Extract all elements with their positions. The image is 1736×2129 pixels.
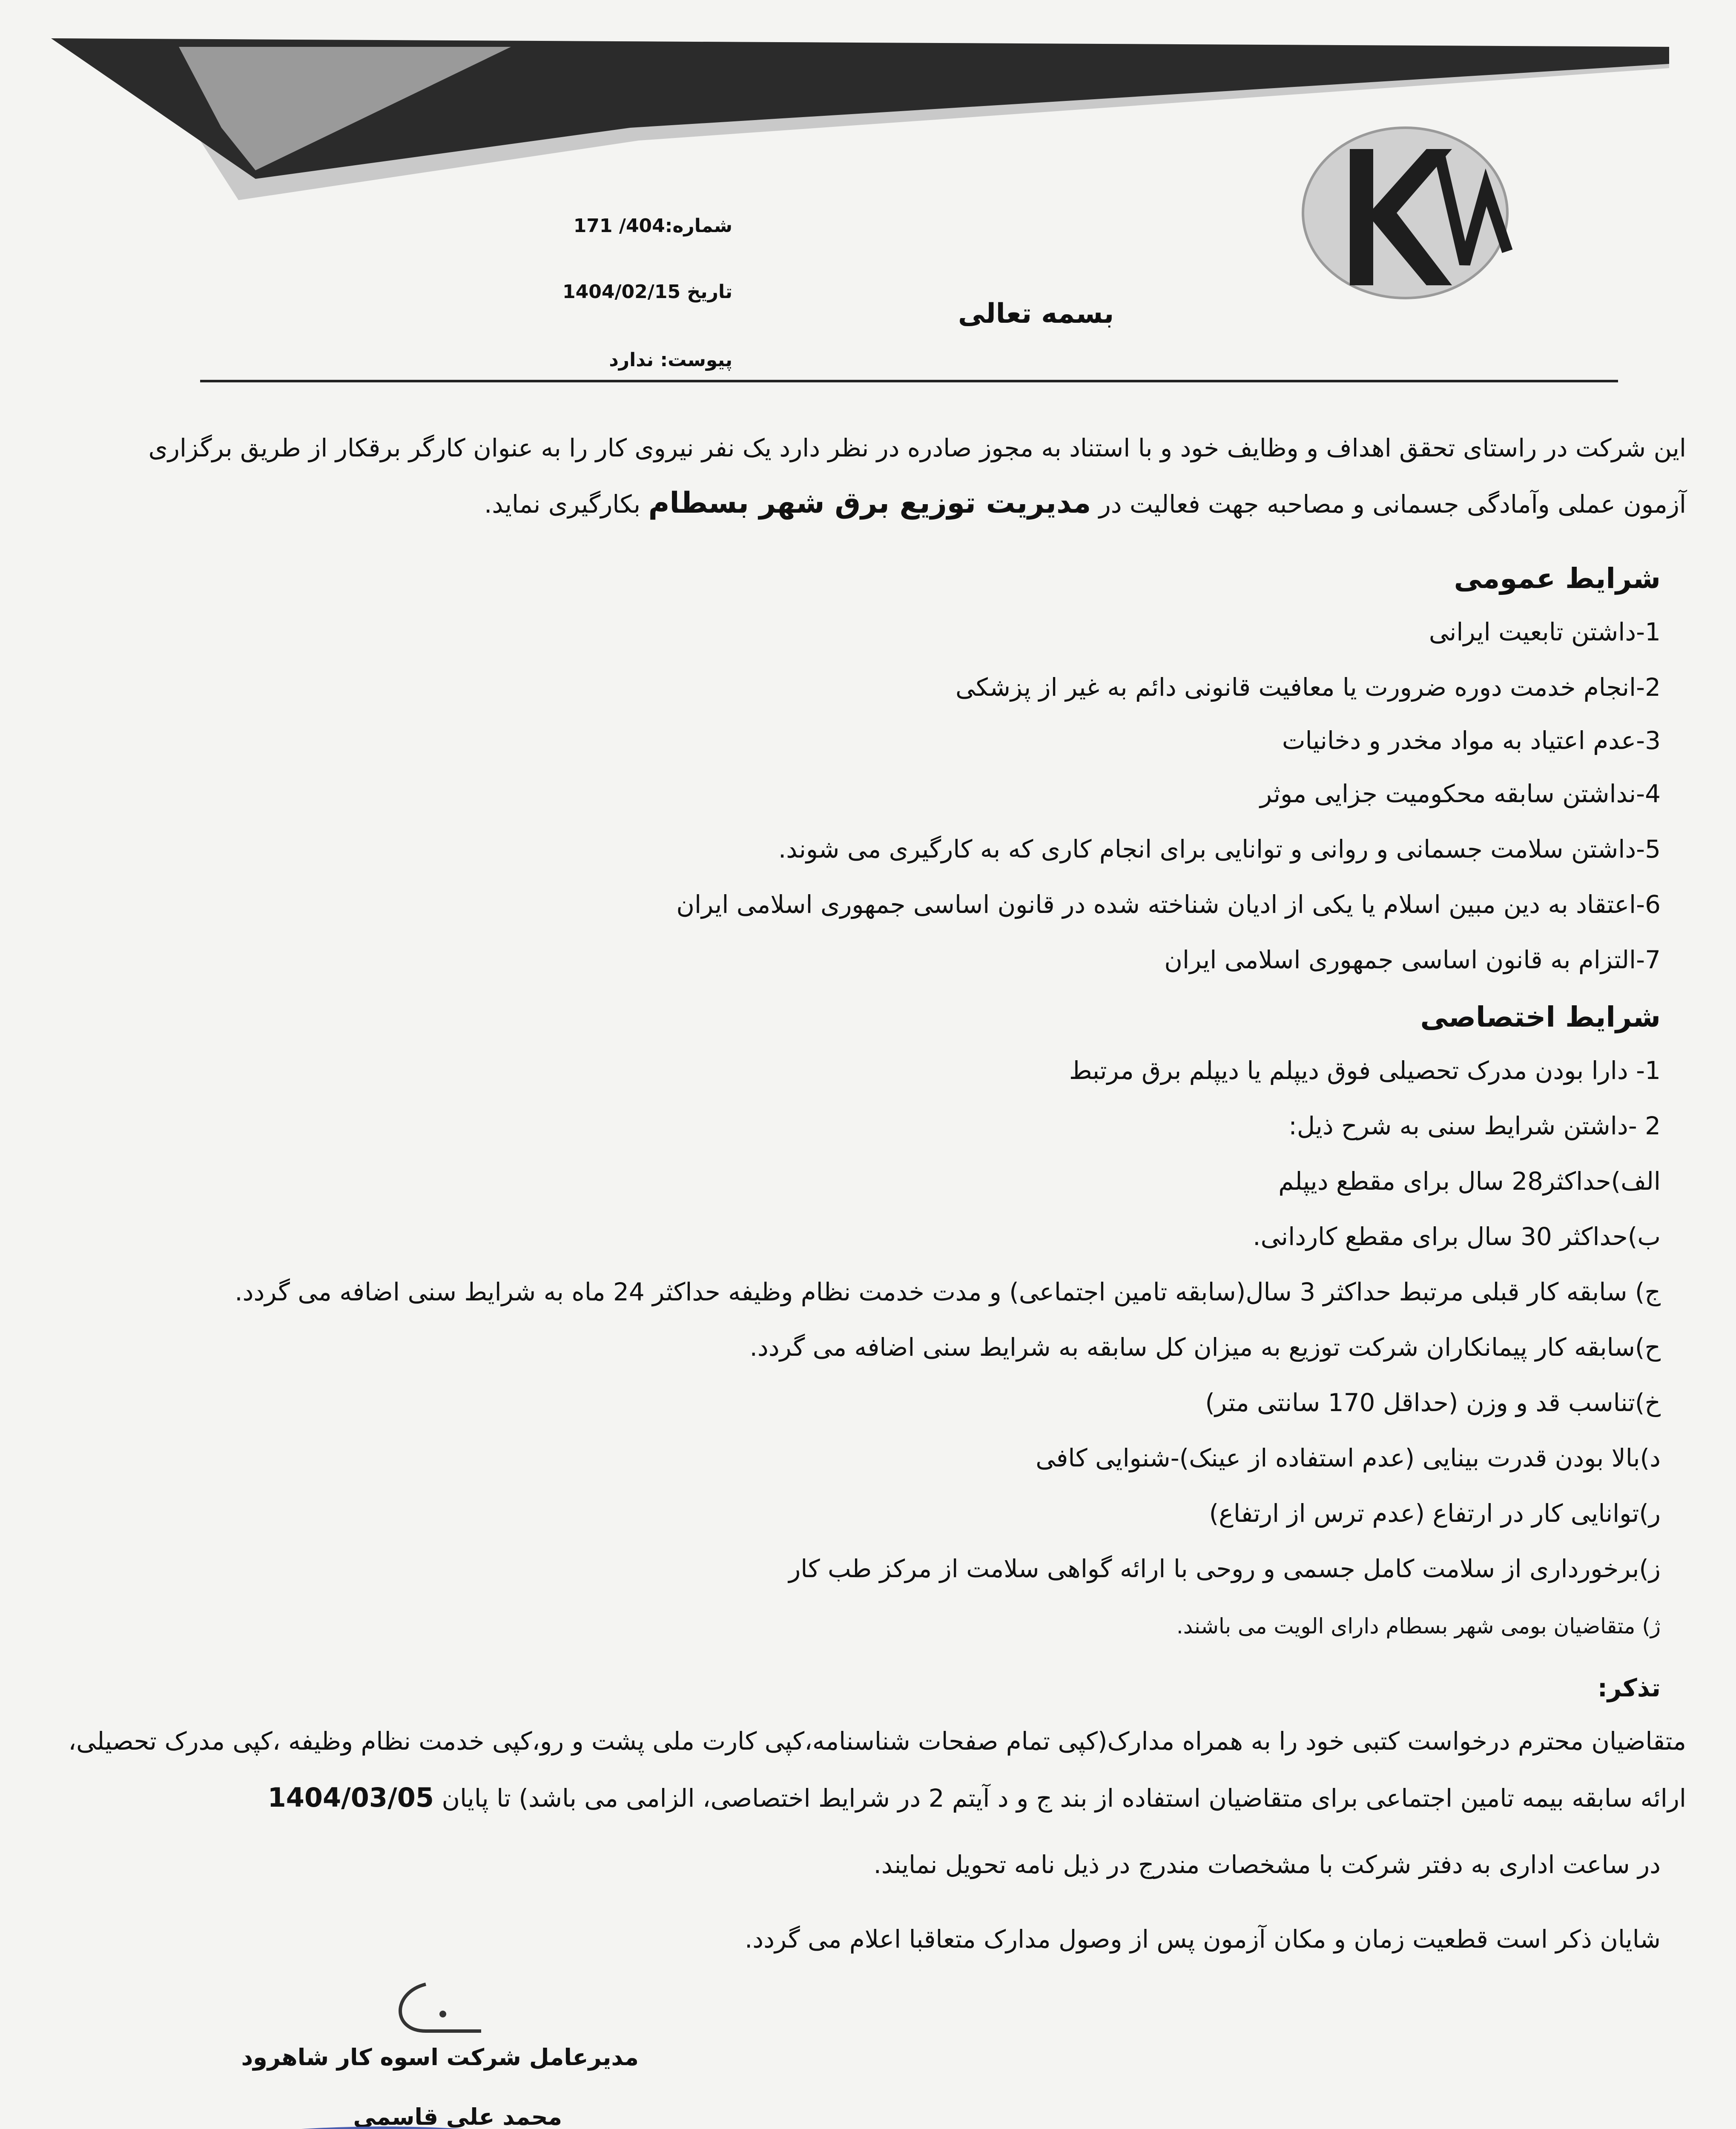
letter-date: [541, 281, 732, 303]
notes-line-3: در ساعت اداری به دفتر شرکت با مشخصات مندرج در ذیل نامه تحویل نمایند.: [873, 1850, 1661, 1879]
special-item: ج) سابقه کار قبلی مرتبط حداکثر 3 سال(سابقه تامین اجتماعی) و مدت خدمت نظام وظیفه حداکثر 24 ماه به شرایط سنی اضافه می گردد.: [235, 1277, 1661, 1306]
general-item: 7-التزام به قانون اساسی جمهوری اسلامی ایران: [1164, 945, 1661, 974]
letter-date-label: تاریخ: [687, 281, 732, 303]
header-divider: [200, 380, 1618, 382]
special-item: خ)تناسب قد و وزن (حداقل 170 سانتی متر): [1205, 1388, 1661, 1417]
intro-department: مدیریت توزیع برق شهر بسطام: [648, 486, 1091, 520]
signature-scribble: [375, 1967, 502, 2052]
notes-title: تذکر:: [1597, 1673, 1661, 1702]
special-item: ز)برخورداری از سلامت کامل جسمی و روحی با ارائه گواهی سلامت از مرکز طب کار: [789, 1554, 1661, 1583]
letter-attachment: [596, 349, 732, 371]
special-item: ر)توانایی کار در ارتفاع (عدم ترس از ارتفاع): [1209, 1499, 1661, 1528]
general-item: 6-اعتقاد به دین مبین اسلام یا یکی از ادیان شناخته شده در قانون اساسی جمهوری اسلامی ایران: [676, 890, 1661, 919]
notes-line-2-text: ارائه سابقه بیمه تامین اجتماعی برای متقاضیان استفاده از بند ج و د آیتم 2 در شرایط اختصاصی، الزامی می باشد) تا پایان: [442, 1784, 1686, 1813]
general-item: 1-داشتن تابعیت ایرانی: [1429, 617, 1661, 646]
special-item: 1- دارا بودن مدرک تحصیلی فوق دیپلم یا دیپلم برق مرتبط: [1069, 1056, 1661, 1085]
general-item: 5-داشتن سلامت جسمانی و روانی و توانایی برای انجام کاری که به کارگیری می شوند.: [778, 835, 1661, 864]
signature-title: مدیرعامل شرکت اسوه کار شاهرود: [241, 2044, 639, 2071]
notes-line-4: شایان ذکر است قطعیت زمان و مکان آزمون پس از وصول مدارک متعاقبا اعلام می گردد.: [744, 1925, 1661, 1954]
special-item: ژ) متقاضیان بومی شهر بسطام دارای الویت می باشند.: [1176, 1614, 1661, 1638]
general-item: 4-نداشتن سابقه محکومیت جزایی موثر: [1260, 779, 1661, 808]
special-item: ب)حداکثر 30 سال برای مقطع کاردانی.: [1253, 1222, 1661, 1251]
special-item: ح)سابقه کار پیمانکاران شرکت توزیع به میزان کل سابقه به شرایط سنی اضافه می گردد.: [749, 1333, 1661, 1362]
special-item: الف)حداکثر28 سال برای مقطع دیپلم: [1278, 1167, 1661, 1196]
special-item: د)بالا بودن قدرت بینایی (عدم استفاده از عینک)-شنوایی کافی: [1036, 1443, 1661, 1472]
notes-line-1: متقاضیان محترم درخواست کتبی خود را به همراه مدارک(کپی تمام صفحات شناسنامه،کپی کارت ملی پشت و رو،کپی خدمت نظام وظیفه ،کپی مدرک تحصیلی،: [68, 1727, 1686, 1756]
notes-deadline: 1404/03/05: [267, 1782, 434, 1813]
general-item: 3-عدم اعتیاد به مواد مخدر و دخانیات: [1282, 726, 1661, 755]
special-item: 2 -داشتن شرایط سنی به شرح ذیل:: [1288, 1111, 1661, 1140]
signature-name: محمد علی قاسمی: [353, 2103, 562, 2129]
intro-line-2-end: بکارگیری نماید.: [484, 490, 641, 519]
intro-line-1: این شرکت در راستای تحقق اهداف و وظایف خود و با استناد به مجوز صادره در نظر دارد یک نفر نیروی کار را به عنوان کارگر برقکار از طریق برگزاری: [148, 433, 1686, 462]
intro-line-2: [77, 477, 1686, 531]
letter-date-value: 1404/02/15: [562, 281, 681, 303]
letter-number-label: شماره:: [665, 215, 732, 237]
letter-attachment-label: پیوست:: [660, 349, 732, 371]
notes-line-2: [77, 1782, 1686, 1813]
letter-attachment-value: ندارد: [609, 349, 654, 371]
special-conditions-title: شرایط اختصاصی: [1420, 1001, 1661, 1033]
letter-number-value: 404/ 171: [573, 215, 665, 237]
company-logo: [1299, 123, 1520, 311]
general-item: 2-انجام خدمت دوره ضرورت یا معافیت قانونی دائم به غیر از پزشکی: [955, 673, 1661, 702]
bismillah-heading: بسمه تعالی: [958, 298, 1114, 330]
letter-number: [562, 215, 732, 237]
intro-line-2-start: آزمون عملی وآمادگی جسمانی و مصاحبه جهت فعالیت در: [1099, 490, 1686, 519]
general-conditions-title: شرایط عمومی: [1454, 562, 1661, 595]
signature-loop: [119, 2112, 545, 2129]
